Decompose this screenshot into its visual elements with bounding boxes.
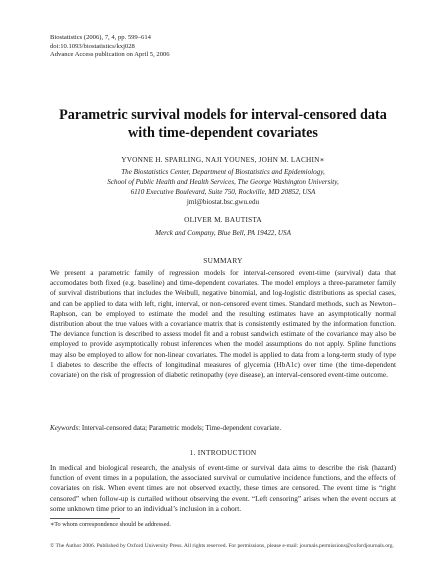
introduction-paragraph: In medical and biological research, the analysis of event-time or survival data aims to describe the risk (hazard) function of event times in a population, the associated survival or cumulative incidence functions, and the effects of covariates on risk. When event times are not observed exactly, these times are censored. The event time is “right censored” when follow-up is curtailed without observing the event. “Left censoring” arises when the event occurs at some unknown time prior to an individual’s inclusion in a cohort. [50, 463, 396, 513]
keywords-list: : Interval-censored data; Parametric models; Time-dependent covariate. [78, 424, 282, 432]
abstract-text: We present a parametric family of regression models for interval-censored event-time (survival) data that accomodates both fixed (e.g. baseline) and time-dependent covariates. The model employs a three-parameter family of survival distributions that includes the Weibull, negative binomial, and log-logistic distributions as special cases, and can be applied to data with left, right, interval, or non-censored event times. Standard methods, such as Newton–Raphson, can be employed to estimate the model and the resulting estimates have an asymptotically normal distribution about the true values with a covariance matrix that is consistently estimated by the information function. The deviance function is described to assess model fit and a robust sandwich estimate of the covariance may also be employed to provide asymptotically robust inferences when the model assumptions do not apply. Spline functions may also be employed to allow for non-linear covariates. The model is applied to data from a long-term study of type 1 diabetes to describe the effects of longitudinal measures of glycemia (HbA1c) over time (the time-dependent covariate) on the risk of progression of diabetic retinopathy (eye disease), an interval-censored event-time outcome. [50, 268, 396, 380]
journal-citation: Biostatistics (2006), 7, 4, pp. 599–614 [50, 34, 151, 41]
correspondence-footnote: ∗To whom correspondence should be addressed. [50, 521, 171, 528]
keywords-line [50, 424, 396, 432]
copyright-notice: © The Author 2006. Published by Oxford University Press. All rights reserved. For permissions, please e-mail: journals.permissions@oxfordjournals.org. [50, 543, 395, 549]
section-heading-introduction: 1. INTRODUCTION [189, 448, 257, 457]
keywords-label: Keywords [50, 424, 79, 432]
affiliation-1-line-3: 6110 Executive Boulevard, Suite 750, Rockville, MD 20852, USA [130, 188, 316, 196]
doi-line: doi:10.1093/biostatistics/kxj028 [50, 42, 135, 50]
affiliation-1-line-2: School of Public Health and Health Services, The George Washington University, [107, 178, 339, 186]
advance-access-line: Advance Access publication on April 5, 2006 [50, 51, 170, 58]
paper-title-line-2: with time-dependent covariates [128, 125, 318, 141]
affiliation-1-line-1: The Biostatistics Center, Department of Biostatistics and Epidemiology, [121, 168, 325, 176]
paper-title-line-1: Parametric survival models for interval-censored data [59, 107, 387, 123]
summary-heading: SUMMARY [203, 256, 243, 265]
affiliation-2: Merck and Company, Blue Bell, PA 19422, USA [155, 229, 291, 237]
correspondence-email: jml@biostat.bsc.gwu.edu [186, 198, 260, 206]
author-list-2: OLIVER M. BAUTISTA [184, 215, 262, 224]
footnote-divider [50, 518, 120, 519]
author-list-1: YVONNE H. SPARLING, NAJI YOUNES, JOHN M. LACHIN∗ [121, 155, 325, 164]
